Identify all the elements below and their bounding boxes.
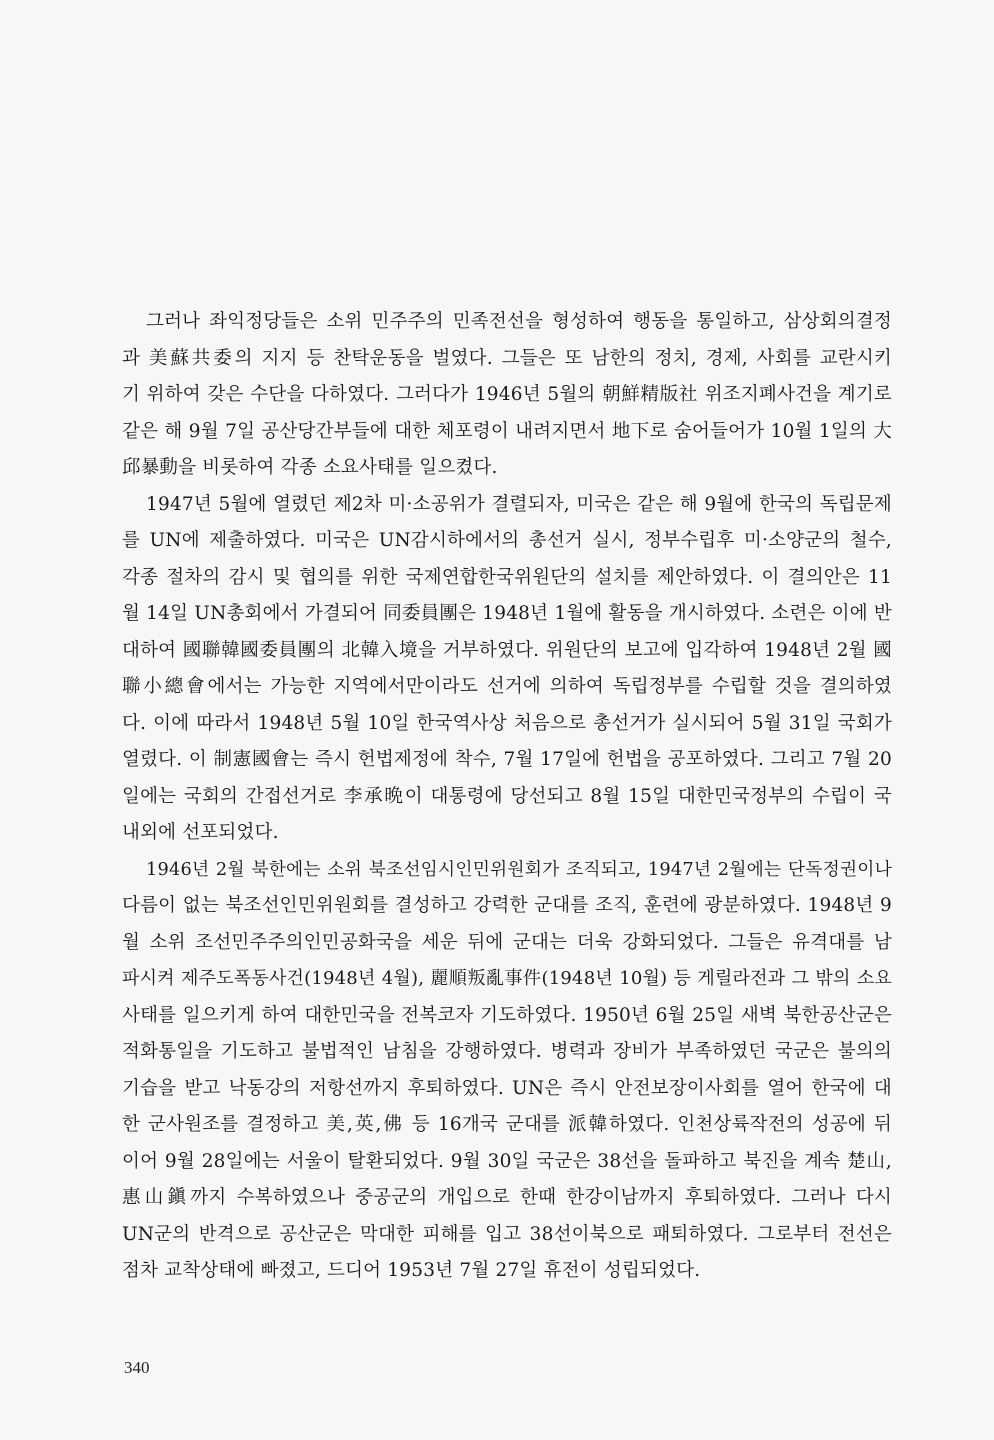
paragraph-3 xyxy=(122,852,892,1290)
text-line: 월 14일 UN총회에서 가결되어 同委員團은 1948년 1월에 활동을 개시하였다. 소련은 이에 반 xyxy=(122,603,892,624)
text-line: 惠山鎭까지 수복하였으나 중공군의 개입으로 한때 한강이남까지 후퇴하였다. 그러나 다시 xyxy=(122,1187,892,1208)
text-line: 월 소위 조선민주주의인민공화국을 세운 뒤에 군대는 더욱 강화되었다. 그들은 유격대를 남 xyxy=(122,931,892,953)
text-line: 1946년 2월 북한에는 소위 북조선임시인민위원회가 조직되고, 1947년 2월에는 단독정권이나 xyxy=(146,859,892,880)
text-line: 과 美蘇共委의 지지 등 찬탁운동을 벌였다. 그들은 또 남한의 정치, 경제, 사회를 교란시키 xyxy=(122,347,892,369)
text-line: 기 위하여 갖은 수단을 다하였다. 그러다가 1946년 5월의 朝鮮精版社 위조지폐사건을 계기로 xyxy=(122,384,892,405)
paragraph-2 xyxy=(122,487,892,852)
text-line: 점차 교착상태에 빠졌고, 드디어 1953년 7월 27일 휴전이 성립되었다. xyxy=(122,1260,701,1281)
text-line: 파시켜 제주도폭동사건(1948년 4월), 麗順叛亂事件(1948년 10월) 등 게릴라전과 그 밖의 소요 xyxy=(122,968,892,989)
text-line: 사태를 일으키게 하여 대한민국을 전복코자 기도하였다. 1950년 6월 25일 새벽 북한공산군은 xyxy=(122,1004,892,1026)
text-line: 일에는 국회의 간접선거로 李承晩이 대통령에 당선되고 8월 15일 대한민국정부의 수립이 국 xyxy=(122,785,892,807)
text-line: 다. 이에 따라서 1948년 5월 10일 한국역사상 처음으로 총선거가 실시되어 5월 31일 국회가 xyxy=(122,712,892,734)
paragraph-1 xyxy=(122,304,892,487)
text-line: 내외에 선포되었다. xyxy=(122,822,279,843)
text-line: 열렸다. 이 制憲國會는 즉시 헌법제정에 착수, 7월 17일에 헌법을 공포하였다. 그리고 7월 20 xyxy=(122,749,892,770)
text-line: 이어 9월 28일에는 서울이 탈환되었다. 9월 30일 국군은 38선을 돌파하고 북진을 계속 楚山, xyxy=(122,1150,892,1172)
text-line: UN군의 반격으로 공산군은 막대한 피해를 입고 38선이북으로 패퇴하였다. 그로부터 전선은 xyxy=(122,1223,892,1245)
text-line: 적화통일을 기도하고 불법적인 남침을 강행하였다. 병력과 장비가 부족하였던 국군은 불의의 xyxy=(122,1041,892,1062)
text-line: 1947년 5월에 열렸던 제2차 미·소공위가 결렬되자, 미국은 같은 해 9월에 한국의 독립문제 xyxy=(146,493,892,515)
text-line: 각종 절차의 감시 및 협의를 위한 국제연합한국위원단의 설치를 제안하였다. 이 결의안은 11 xyxy=(122,566,892,588)
text-line: 聯小總會에서는 가능한 지역에서만이라도 선거에 의하여 독립정부를 수립할 것을 결의하였 xyxy=(122,676,892,697)
text-line: 邱暴動을 비롯하여 각종 소요사태를 일으켰다. xyxy=(122,457,498,478)
text-line: 같은 해 9월 7일 공산당간부들에 대한 체포령이 내려지면서 地下로 숨어들어가 10월 1일의 大 xyxy=(122,420,892,442)
text-line: 대하여 國聯韓國委員團의 北韓入境을 거부하였다. 위원단의 보고에 입각하여 1948년 2월 國 xyxy=(122,639,892,661)
page-number: 340 xyxy=(124,1358,150,1377)
text-line: 를 UN에 제출하였다. 미국은 UN감시하에서의 총선거 실시, 정부수립후 미·소양군의 철수, xyxy=(122,530,892,551)
body-text xyxy=(122,304,892,1290)
text-line: 한 군사원조를 결정하고 美,英,佛 등 16개국 군대를 派韓하였다. 인천상륙작전의 성공에 뒤 xyxy=(122,1114,892,1135)
text-line: 그러나 좌익정당들은 소위 민주주의 민족전선을 형성하여 행동을 통일하고, 삼상회의결정 xyxy=(146,311,892,332)
text-line: 기습을 받고 낙동강의 저항선까지 후퇴하였다. UN은 즉시 안전보장이사회를 열어 한국에 대 xyxy=(122,1077,892,1099)
text-line: 다름이 없는 북조선인민위원회를 결성하고 강력한 군대를 조직, 훈련에 광분하였다. 1948년 9 xyxy=(122,895,892,916)
